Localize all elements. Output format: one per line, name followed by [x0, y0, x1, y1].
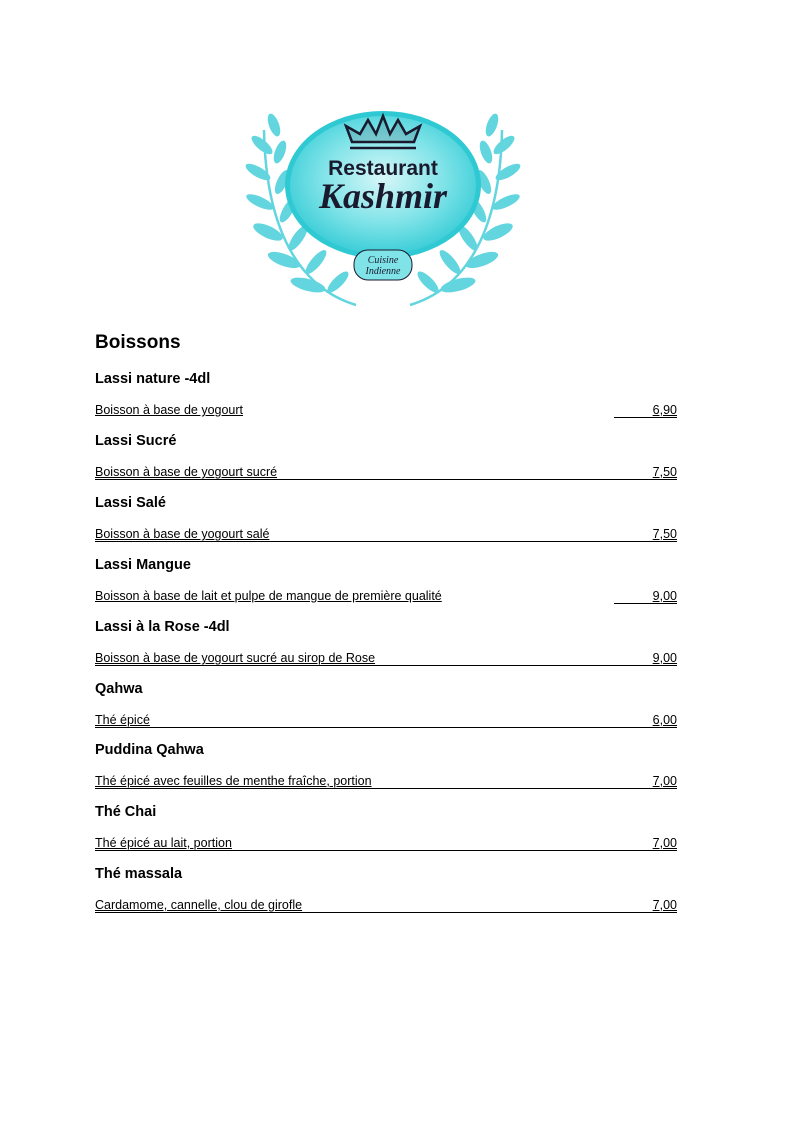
menu-item: [95, 495, 677, 547]
logo-restaurant-text: Restaurant: [328, 157, 438, 180]
item-price: 7,50: [652, 527, 677, 541]
menu-item: [95, 681, 677, 733]
item-name: Thé Chai: [95, 804, 157, 820]
menu-item: [95, 371, 677, 423]
item-name: Lassi Sucré: [95, 433, 177, 449]
item-name: Lassi Mangue: [95, 557, 191, 573]
item-leader-line: [95, 788, 677, 789]
item-description: Boisson à base de lait et pulpe de mangue de première qualité: [95, 589, 442, 603]
item-price: 9,00: [652, 651, 677, 665]
item-leader-line: [95, 541, 677, 542]
menu-item: [95, 433, 677, 485]
menu-item: [95, 742, 677, 794]
item-leader-line: [95, 665, 677, 666]
item-name: Lassi à la Rose -4dl: [95, 619, 230, 635]
item-name: Thé massala: [95, 866, 183, 882]
item-leader-line: [614, 603, 677, 604]
item-description: Thé épicé avec feuilles de menthe fraîche, portion: [95, 774, 372, 788]
badge-line2: Indienne: [365, 266, 401, 277]
logo-kashmir-text: Kashmir: [318, 176, 448, 216]
item-name: Lassi Salé: [95, 495, 166, 511]
item-description: Cardamome, cannelle, clou de girofle: [95, 898, 303, 912]
item-description: Boisson à base de yogourt: [95, 403, 244, 417]
item-description: Boisson à base de yogourt sucré au sirop de Rose: [95, 651, 376, 665]
item-leader-line: [95, 479, 677, 480]
item-price: 9,00: [652, 589, 677, 603]
item-name: Lassi nature -4dl: [95, 371, 211, 387]
item-leader-line: [95, 912, 677, 913]
item-name: Puddina Qahwa: [95, 742, 204, 758]
restaurant-logo: [236, 90, 530, 315]
menu-item: [95, 557, 677, 609]
badge-line1: Cuisine: [367, 255, 399, 266]
item-price: 7,00: [652, 898, 677, 912]
item-name: Qahwa: [95, 681, 143, 697]
item-leader-line: [614, 417, 677, 418]
logo-graphic: [236, 90, 530, 315]
item-price: 6,00: [652, 713, 677, 727]
item-price: 7,00: [652, 836, 677, 850]
item-price: 7,50: [652, 465, 677, 479]
section-title: Boissons: [95, 332, 181, 353]
menu-item: [95, 619, 677, 671]
item-description: Boisson à base de yogourt sucré: [95, 465, 278, 479]
item-price: 6,90: [652, 403, 677, 417]
item-description: Thé épicé au lait, portion: [95, 836, 232, 850]
item-description: Thé épicé: [95, 713, 150, 727]
item-description: Boisson à base de yogourt salé: [95, 527, 270, 541]
item-price: 7,00: [652, 774, 677, 788]
item-leader-line: [95, 850, 677, 851]
menu-item: [95, 804, 677, 856]
menu-item: [95, 866, 677, 918]
item-leader-line: [95, 727, 677, 728]
